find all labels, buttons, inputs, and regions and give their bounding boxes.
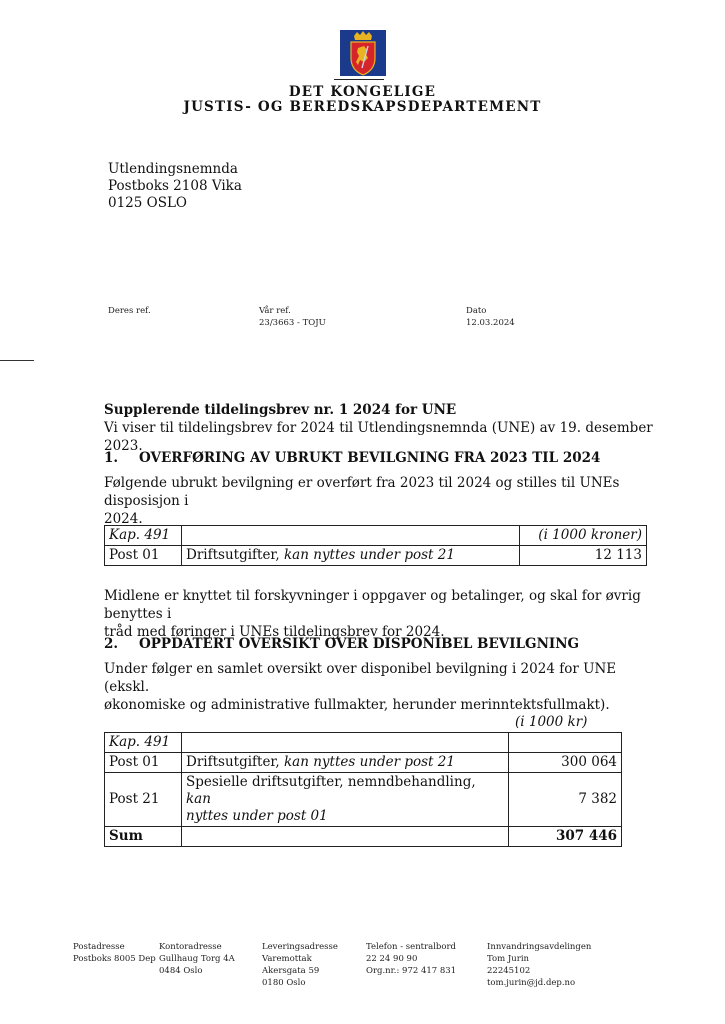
transfer-table (104, 525, 647, 566)
section-2-number: 2. (104, 636, 119, 652)
description-italic: kan nyttes under post 21 (284, 547, 455, 563)
norwegian-coat-of-arms-icon (340, 30, 386, 86)
paragraph-line: tråd med føringer i UNEs tildelingsbrev for 2024. (104, 624, 445, 640)
footer-contact (487, 941, 591, 989)
table-cell-description (182, 773, 509, 827)
description-italic: kan nyttes under post 21 (284, 754, 455, 770)
footer-value: 22245102 (487, 966, 531, 976)
description-italic: nyttes under post 01 (186, 808, 328, 824)
footer-label: Telefon - sentralbord (366, 942, 456, 952)
letter-intro: Vi viser til tildelingsbrev for 2024 til Utlendingsnemnda (UNE) av 19. desember 2023. (104, 420, 653, 454)
table-row (105, 753, 622, 773)
section-1-number: 1. (104, 450, 119, 466)
overview-unit: (i 1000 kr) (515, 714, 588, 730)
paragraph-line: økonomiske og administrative fullmakter, herunder merinntektsfullmakt). (104, 697, 610, 713)
footer-label: Postadresse (73, 942, 125, 952)
footer-label: Leveringsadresse (262, 942, 338, 952)
header-rule (334, 79, 384, 80)
date-label: Dato (466, 306, 487, 316)
section-1-heading (104, 450, 600, 466)
letter-title: Supplerende tildelingsbrev nr. 1 2024 for UNE (104, 402, 457, 418)
table-cell-post: Post 21 (105, 773, 182, 827)
description-text: Driftsutgifter, (186, 547, 284, 563)
paragraph-line: 2024. (104, 511, 143, 527)
footer-leveringsadresse (262, 941, 338, 989)
table-cell-description (182, 546, 520, 566)
table-cell-empty (182, 733, 509, 753)
overview-table (104, 732, 622, 847)
table-cell-description (182, 753, 509, 773)
table-row-sum (105, 827, 622, 847)
table-cell-empty (509, 733, 622, 753)
ministry-name-line1: DET KONGELIGE (288, 84, 437, 100)
section-2-paragraph-1 (104, 660, 664, 714)
ministry-name-line2: JUSTIS- OG BEREDSKAPSDEPARTEMENT (183, 99, 542, 115)
description-text: Driftsutgifter, (186, 754, 284, 770)
paragraph-line: Midlene er knyttet til forskyvninger i oppgaver og betalinger, og skal for øvrig benyttes i (104, 588, 641, 622)
table-cell-empty (182, 526, 520, 546)
var-ref-value: 23/3663 - TOJU (259, 318, 326, 328)
footer-value: Postboks 8005 Dep (73, 954, 156, 964)
table-row (105, 546, 647, 566)
table-row (105, 526, 647, 546)
table-cell-sum-label: Sum (105, 827, 182, 847)
footer-email-link[interactable]: tom.jurin@jd.dep.no (487, 978, 576, 988)
table-cell-empty (182, 827, 509, 847)
recipient-address: Postboks 2108 Vika (108, 178, 242, 194)
recipient-name: Utlendingsnemnda (108, 161, 238, 177)
table-cell-unit: (i 1000 kroner) (520, 526, 647, 546)
table-cell-post: Post 01 (105, 753, 182, 773)
table-cell-sum-amount: 307 446 (509, 827, 622, 847)
description-text: Spesielle driftsutgifter, nemndbehandling, (186, 774, 476, 790)
description-italic: kan (186, 791, 211, 807)
date-value: 12.03.2024 (466, 318, 515, 328)
footer-value: Tom Jurin (487, 954, 530, 964)
fold-mark (0, 360, 34, 361)
paragraph-line: Under følger en samlet oversikt over disponibel bevilgning i 2024 for UNE (ekskl. (104, 661, 617, 695)
footer-value: 0484 Oslo (159, 966, 203, 976)
footer-value: 0180 Oslo (262, 978, 306, 988)
var-ref-label: Vår ref. (259, 306, 291, 316)
table-cell-kap: Kap. 491 (105, 526, 182, 546)
section-1-title: OVERFØRING AV UBRUKT BEVILGNING FRA 2023 TIL 2024 (139, 450, 601, 466)
section-1-paragraph-2 (104, 587, 664, 641)
footer-label: Kontoradresse (159, 942, 222, 952)
table-cell-post: Post 01 (105, 546, 182, 566)
footer-value: Gullhaug Torg 4A (159, 954, 235, 964)
table-cell-amount: 7 382 (509, 773, 622, 827)
paragraph-line: Følgende ubrukt bevilgning er overført fra 2023 til 2024 og stilles til UNEs disposisjon i (104, 475, 620, 509)
footer-kontoradresse (159, 941, 235, 977)
section-2-heading (104, 636, 579, 652)
table-row (105, 733, 622, 753)
section-1-paragraph-1 (104, 474, 664, 528)
footer-value: Akersgata 59 (262, 966, 320, 976)
recipient-postal: 0125 OSLO (108, 195, 187, 211)
footer-telefon (366, 941, 456, 977)
footer-postadresse (73, 941, 156, 965)
deres-ref-label: Deres ref. (108, 306, 151, 316)
footer-value: Varemottak (262, 954, 312, 964)
table-cell-amount: 300 064 (509, 753, 622, 773)
table-cell-amount: 12 113 (520, 546, 647, 566)
section-2-title: OPPDATERT OVERSIKT OVER DISPONIBEL BEVILGNING (139, 636, 580, 652)
footer-label: Innvandringsavdelingen (487, 942, 592, 952)
table-cell-kap: Kap. 491 (105, 733, 182, 753)
footer-value: Org.nr.: 972 417 831 (366, 966, 457, 976)
footer-value: 22 24 90 90 (366, 954, 418, 964)
table-row (105, 773, 622, 827)
